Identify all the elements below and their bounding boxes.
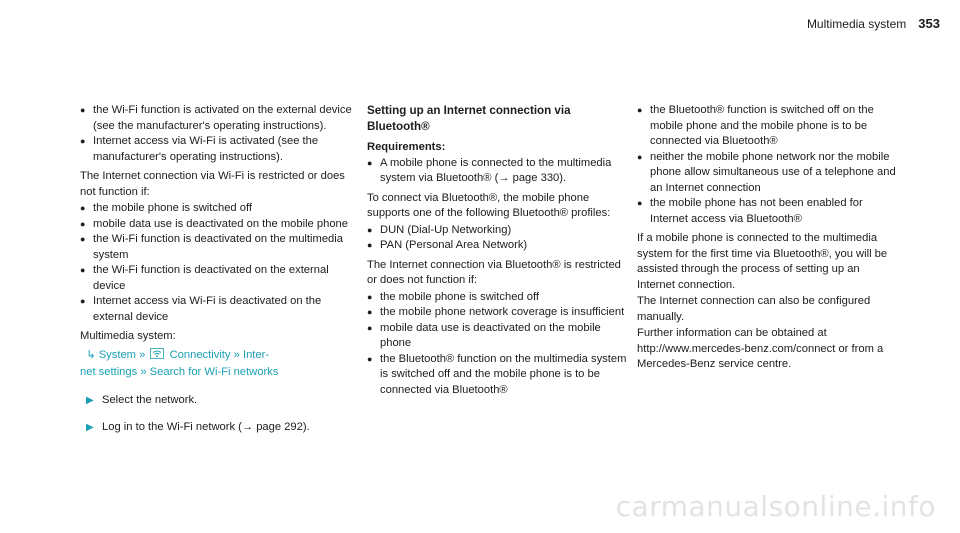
paragraph: Further information can be obtained at http://www.mercedes-benz.com/connect or from a Mercedes-Benz service centre. bbox=[637, 327, 884, 370]
bullet-icon: ● bbox=[80, 203, 86, 213]
list-item: ● A mobile phone is connected to the multimedia system via Bluetooth® (→ page 330). bbox=[367, 156, 612, 184]
nav-system: System bbox=[98, 348, 137, 361]
step-arrow-icon: ▶ bbox=[86, 422, 94, 433]
multimedia-label: Multimedia system: bbox=[80, 330, 176, 342]
bullet-icon: ● bbox=[80, 218, 86, 229]
list-item: ● DUN (Dial-Up Networking) bbox=[367, 223, 629, 239]
connect-text: To connect via Bluetooth®, the mobile phone supports one of the following Bluetooth® profiles: bbox=[367, 191, 611, 219]
page-number: 353 bbox=[918, 16, 940, 31]
list-item: ● the Wi-Fi function is activated on the external device (see the manufacturer's operating instructions). bbox=[80, 104, 352, 132]
nav-search: Search for Wi-Fi networks bbox=[149, 365, 279, 378]
list-item: ● the Wi-Fi function is deactivated on the external device bbox=[80, 264, 329, 292]
watermark: carmanualsonline.info bbox=[615, 490, 936, 523]
restricted-intro: The Internet connection via Bluetooth® is restricted or does not function if: bbox=[367, 258, 621, 286]
requirements-label: Requirements: bbox=[367, 141, 446, 153]
chevron-double-icon: » bbox=[233, 348, 240, 361]
column-1 bbox=[80, 103, 352, 436]
list-item: ● the Bluetooth® function is switched off on the mobile phone and the mobile phone is to be connected via Bluetooth® bbox=[637, 104, 874, 147]
paragraph: If a mobile phone is connected to the multimedia system for the first time via Bluetooth®, you will be assisted through the process of setting up an Internet connection. bbox=[637, 232, 888, 291]
bullet-icon: ● bbox=[367, 322, 373, 333]
instruction-step: ▶ Log in to the Wi-Fi network (→ page 292). bbox=[80, 420, 352, 436]
paragraph: The Internet connection can also be configured manually. bbox=[637, 295, 871, 323]
instruction-step: ▶ Select the network. bbox=[80, 393, 352, 409]
section-heading: Setting up an Internet connection via Bluetooth® bbox=[367, 104, 571, 133]
nav-inter: Inter- bbox=[242, 348, 270, 361]
page-header bbox=[807, 16, 940, 31]
bullet-icon: ● bbox=[367, 157, 373, 168]
nav-connectivity: Connectivity bbox=[169, 348, 231, 361]
section-title: Multimedia system bbox=[806, 17, 907, 31]
step-arrow-icon: ▶ bbox=[86, 394, 94, 406]
bullet-icon: ● bbox=[80, 265, 86, 275]
list-item: ● neither the mobile phone network nor the mobile phone allow simultaneous use of a telephone and an Internet connection bbox=[637, 150, 896, 194]
list-item: ● the Wi-Fi function is deactivated on the multimedia system bbox=[80, 233, 343, 261]
bullet-icon: ● bbox=[80, 296, 86, 306]
nav-net-settings: net settings bbox=[80, 365, 138, 378]
navigation-path bbox=[80, 347, 352, 381]
list-item: ● mobile data use is deactivated on the mobile phone bbox=[367, 321, 601, 349]
bullet-icon: ● bbox=[367, 307, 373, 317]
bullet-icon: ● bbox=[367, 224, 373, 235]
restricted-intro: The Internet connection via Wi-Fi is restricted or does not function if: bbox=[80, 170, 345, 198]
list-item: ● the Bluetooth® function on the multimedia system is switched off and the mobile phone is to be connected via Bluetooth® bbox=[367, 352, 627, 396]
list-item: ● the mobile phone is switched off bbox=[367, 290, 629, 306]
list-item: ● the mobile phone is switched off bbox=[80, 201, 352, 217]
list-item: ● Internet access via Wi-Fi is deactivated on the external device bbox=[80, 295, 322, 323]
list-item: ● Internet access via Wi-Fi is activated (see the manufacturer's operating instructions). bbox=[80, 135, 319, 163]
bullet-icon: ● bbox=[80, 234, 86, 244]
bullet-icon: ● bbox=[367, 291, 373, 302]
list-item: ● the mobile phone has not been enabled for Internet access via Bluetooth® bbox=[637, 197, 863, 225]
column-2 bbox=[367, 103, 629, 398]
bullet-icon: ● bbox=[637, 151, 643, 162]
list-item: ● mobile data use is deactivated on the mobile phone bbox=[80, 217, 352, 233]
list-item: ● the mobile phone network coverage is insufficient bbox=[367, 305, 629, 321]
bullet-icon: ● bbox=[367, 240, 373, 250]
chevron-double-icon: » bbox=[140, 365, 147, 378]
bullet-icon: ● bbox=[367, 353, 373, 364]
bullet-icon: ● bbox=[637, 198, 643, 208]
chevron-double-icon: » bbox=[139, 348, 146, 361]
return-arrow-icon: ↳ bbox=[86, 348, 96, 361]
bullet-icon: ● bbox=[80, 136, 86, 146]
wifi-icon bbox=[150, 348, 164, 359]
bullet-icon: ● bbox=[80, 105, 86, 115]
list-item: ● PAN (Personal Area Network) bbox=[367, 238, 629, 254]
column-3 bbox=[637, 103, 899, 374]
bullet-icon: ● bbox=[637, 105, 643, 115]
